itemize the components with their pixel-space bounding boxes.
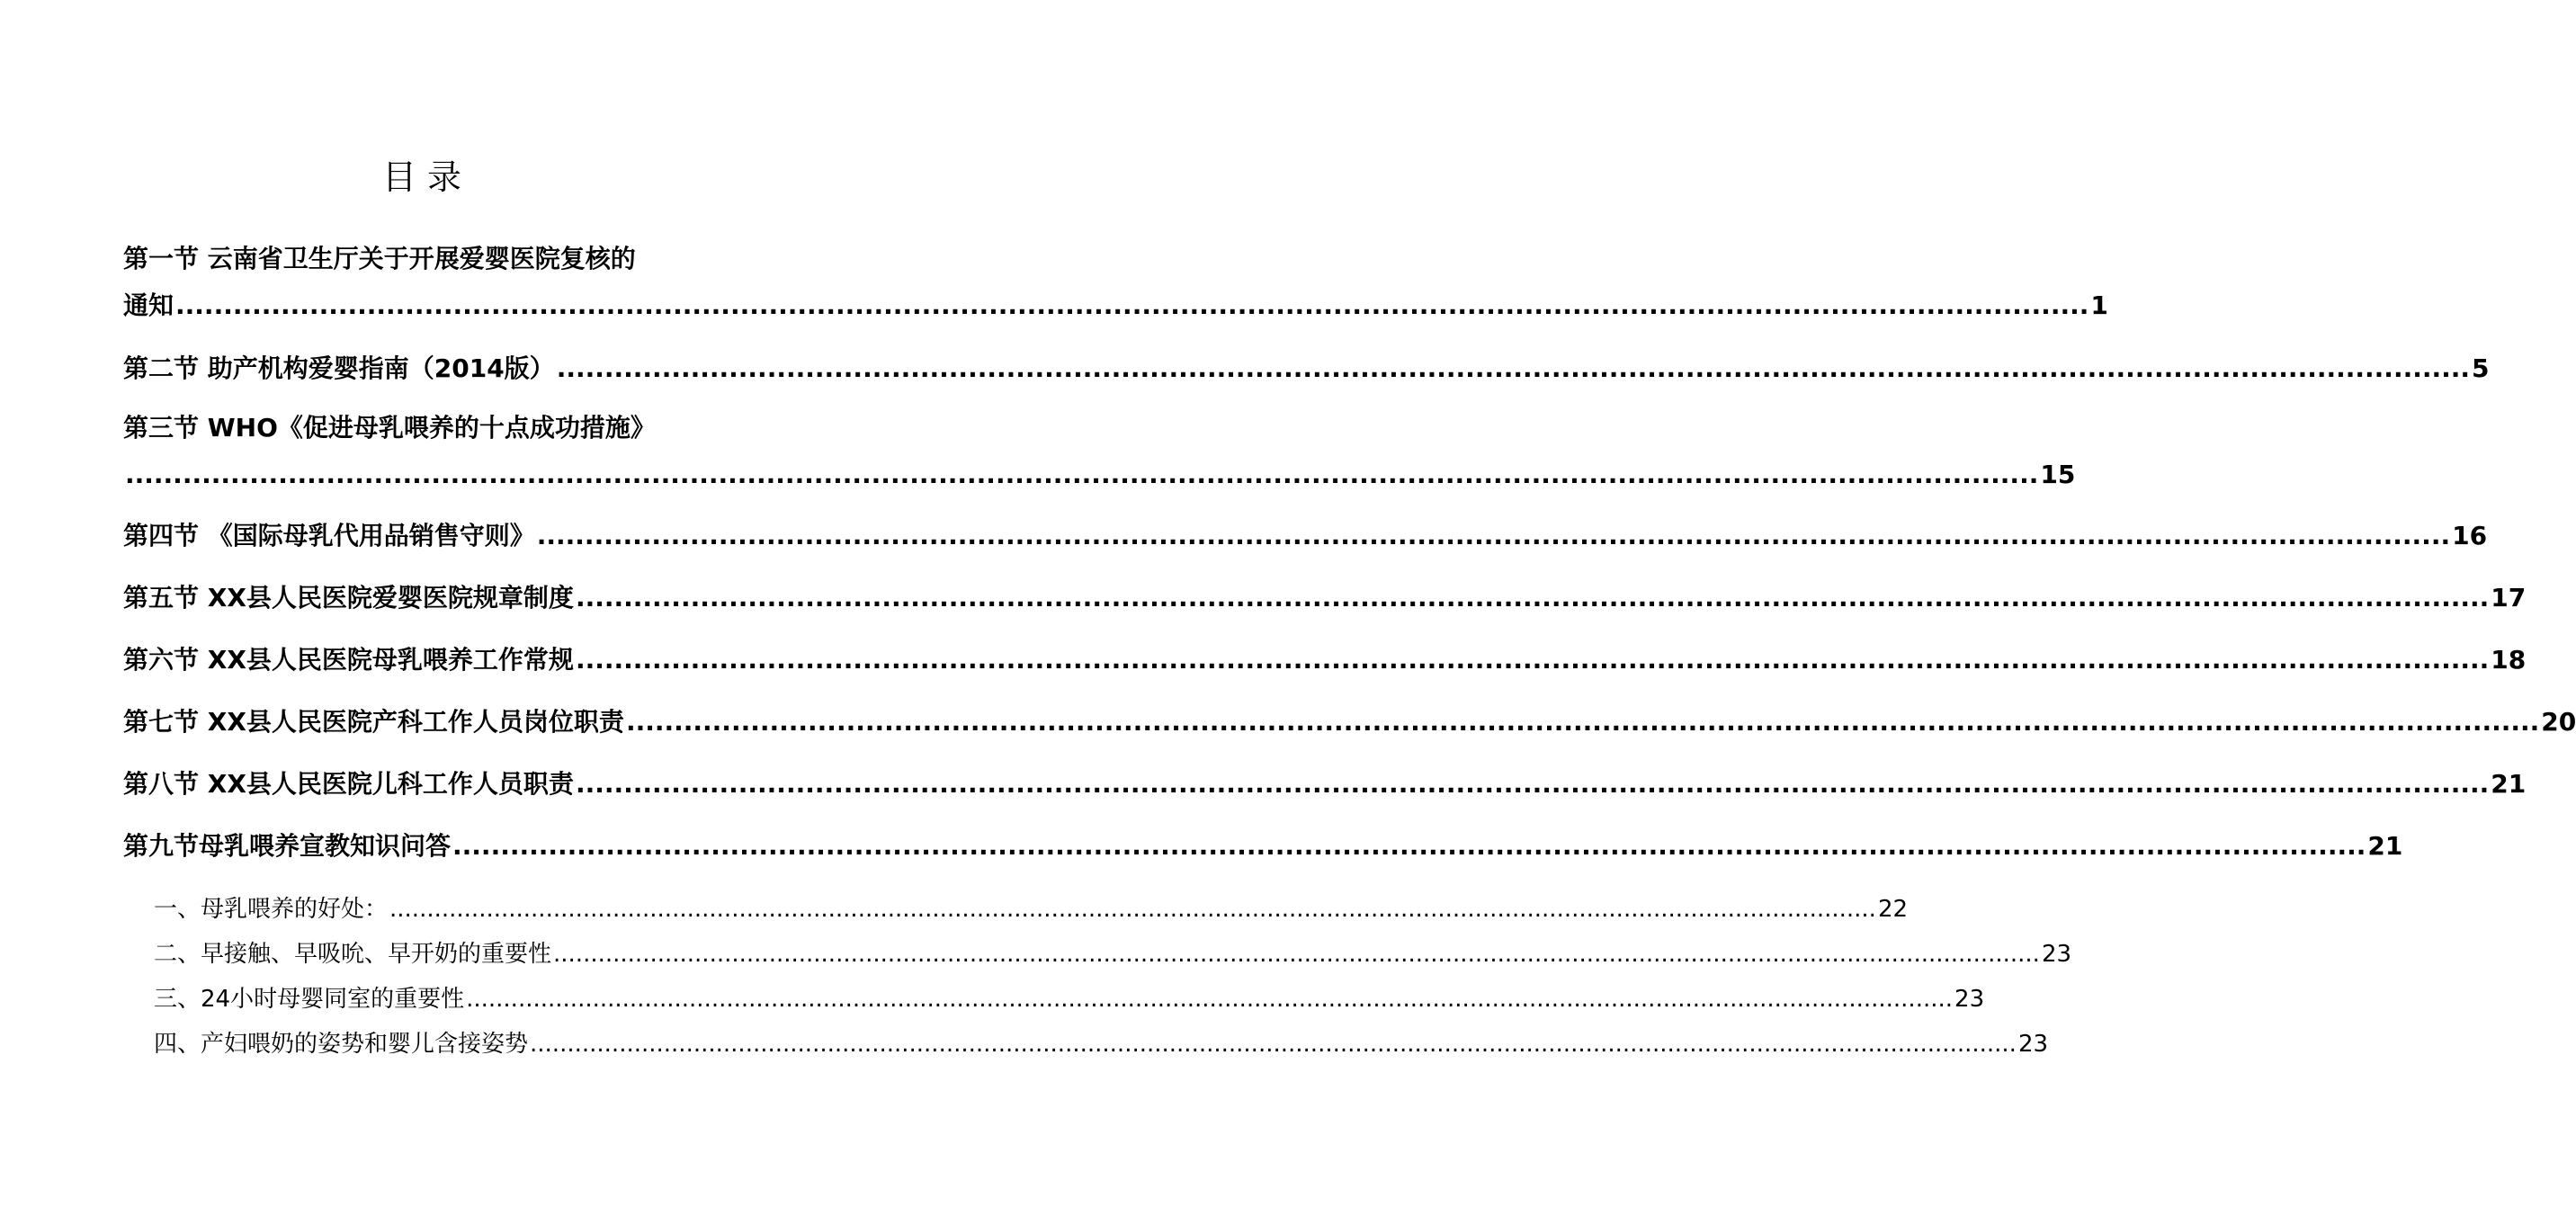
toc-page-number: 16 — [2452, 521, 2488, 550]
leader-dots: ........................................................................................................................................................................................................ — [125, 460, 2039, 489]
toc-subentry-4[interactable] — [154, 1028, 2049, 1060]
leader-dots: ........................................................................................................................................................................................................ — [553, 941, 2040, 968]
toc-page-number: 21 — [2491, 769, 2527, 799]
toc-entry-8[interactable] — [123, 766, 2527, 802]
toc-page-number: 23 — [2041, 941, 2072, 968]
leader-dots: ........................................................................................................................................................................................................ — [175, 291, 2089, 320]
toc-subentry-3[interactable] — [154, 983, 1985, 1015]
toc-page-number: 20 — [2541, 707, 2576, 737]
toc-entry-3[interactable] — [123, 457, 2076, 493]
toc-entry-label: 第一节 云南省卫生厅关于开展爱婴医院复核的 — [123, 244, 636, 273]
leader-dots: ........................................................................................................................................................................................................ — [575, 645, 2490, 675]
toc-subentry-label: 二、早接触、早吸吮、早开奶的重要性 — [154, 941, 552, 968]
toc-entry-label: 通知 — [123, 291, 174, 320]
leader-dots: ........................................................................................................................................................................................................ — [575, 583, 2490, 612]
toc-entry-7[interactable] — [123, 704, 2576, 740]
toc-page-number: 5 — [2472, 353, 2490, 383]
toc-entry-9[interactable] — [123, 828, 2403, 864]
toc-page-number: 1 — [2090, 291, 2108, 320]
toc-page-number: 23 — [2017, 1031, 2049, 1058]
toc-entry-4[interactable] — [123, 518, 2488, 554]
leader-dots: ........................................................................................................................................................................................................ — [556, 353, 2471, 383]
leader-dots: ........................................................................................................................................................................................................ — [530, 1031, 2017, 1058]
toc-page-number: 18 — [2491, 645, 2527, 675]
toc-entry-2[interactable] — [123, 351, 2490, 387]
toc-subentry-label: 一、母乳喂养的好处： — [154, 896, 389, 923]
toc-subentry-label: 四、产妇喂奶的姿势和婴儿含接姿势 — [154, 1031, 529, 1058]
toc-subentry-1[interactable] — [154, 893, 1909, 925]
toc-page-number: 17 — [2491, 583, 2527, 612]
toc-entry-5[interactable] — [123, 580, 2527, 616]
leader-dots: ........................................................................................................................................................................................................ — [452, 831, 2366, 861]
leader-dots: ........................................................................................................................................................................................................ — [389, 896, 1876, 923]
toc-page-number: 15 — [2040, 460, 2076, 489]
toc-entry-label: 第七节 XX县人民医院产科工作人员岗位职责 — [123, 707, 624, 737]
toc-entry-1-line1[interactable] — [123, 241, 733, 277]
toc-entry-3-line1[interactable] — [123, 410, 733, 446]
toc-subentry-2[interactable] — [154, 938, 2072, 970]
toc-entry-label: 第八节 XX县人民医院儿科工作人员职责 — [123, 769, 574, 799]
toc-entry-label: 第四节 《国际母乳代用品销售守则》 — [123, 521, 535, 550]
toc-entry-label: 第三节 WHO《促进母乳喂养的十点成功措施》 — [123, 413, 656, 443]
toc-entry-label: 第二节 助产机构爱婴指南（2014版） — [123, 353, 555, 383]
toc-page-number: 22 — [1877, 896, 1909, 923]
toc-entry-6[interactable] — [123, 642, 2527, 678]
leader-dots: ........................................................................................................................................................................................................ — [575, 769, 2490, 799]
toc-page-number: 23 — [1954, 986, 1985, 1013]
leader-dots: ........................................................................................................................................................................................................ — [625, 707, 2540, 737]
toc-subentry-label: 三、24小时母婴同室的重要性 — [154, 986, 465, 1013]
toc-entry-label: 第九节母乳喂养宣教知识问答 — [123, 831, 452, 861]
toc-entry-label: 第五节 XX县人民医院爱婴医院规章制度 — [123, 583, 574, 612]
leader-dots: ........................................................................................................................................................................................................ — [536, 521, 2451, 550]
toc-entry-1[interactable] — [123, 288, 2108, 324]
page-title: 目录 — [381, 157, 472, 197]
leader-dots: ........................................................................................................................................................................................................ — [466, 986, 1954, 1013]
toc-page-number: 21 — [2367, 831, 2403, 861]
toc-entry-label: 第六节 XX县人民医院母乳喂养工作常规 — [123, 645, 574, 675]
